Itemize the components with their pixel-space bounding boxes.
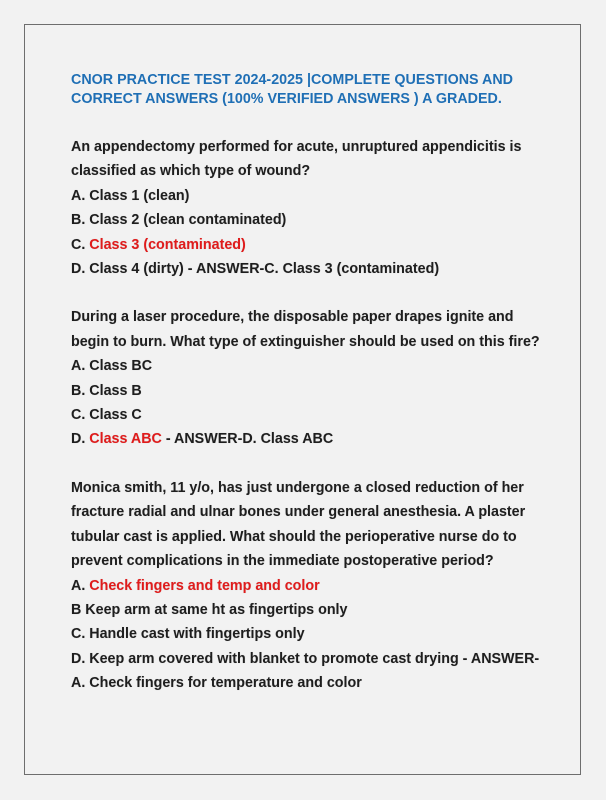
question-2-option-b: B. Class B [71, 382, 142, 399]
correct-answer-highlight: Check fingers and temp and color [89, 577, 320, 594]
question-3-stem-line-4: prevent complications in the immediate postoperative period? [71, 553, 494, 570]
question-2-option-c: C. Class C [71, 407, 142, 424]
question-3-stem-line-1: Monica smith, 11 y/o, has just undergone a closed reduction of her [71, 479, 524, 496]
document-content [71, 71, 541, 696]
question-3-option-a [71, 574, 541, 598]
question-3-option-b: B Keep arm at same ht as fingertips only [71, 601, 348, 618]
option-d-suffix: - ANSWER-D. Class ABC [161, 431, 334, 448]
question-1-option-a: A. Class 1 (clean) [71, 187, 190, 204]
document-title [71, 71, 541, 109]
option-d-prefix: D. [71, 431, 90, 448]
correct-answer-highlight: Class 3 (contaminated) [89, 236, 246, 253]
question-1-option-c [71, 233, 541, 257]
question-2-stem-line-1: During a laser procedure, the disposable paper drapes ignite and [71, 309, 514, 326]
option-a-prefix: A. [71, 577, 90, 594]
question-2 [71, 305, 541, 451]
question-1-stem-line-2: classified as which type of wound? [71, 163, 311, 180]
question-3 [71, 476, 541, 696]
option-c-prefix: C. [71, 236, 90, 253]
question-3-option-d: D. Keep arm covered with blanket to promote cast drying - ANSWER- [71, 650, 540, 667]
title-line-1: CNOR PRACTICE TEST 2024-2025 |COMPLETE QUESTIONS AND [71, 72, 513, 88]
question-2-option-a: A. Class BC [71, 358, 153, 375]
question-3-stem-line-2: fracture radial and ulnar bones under general anesthesia. A plaster [71, 504, 526, 521]
question-2-stem-line-2: begin to burn. What type of extinguisher should be used on this fire? [71, 333, 540, 350]
question-1-option-d: D. Class 4 (dirty) - ANSWER-C. Class 3 (contaminated) [71, 261, 440, 278]
correct-answer-highlight: Class ABC [89, 431, 162, 448]
question-3-stem-line-3: tubular cast is applied. What should the perioperative nurse do to [71, 528, 517, 545]
question-2-option-d [71, 427, 541, 451]
question-3-option-c: C. Handle cast with fingertips only [71, 626, 305, 643]
question-1 [71, 135, 541, 281]
question-3-answer-continued: A. Check fingers for temperature and color [71, 675, 362, 692]
document-page [24, 24, 581, 775]
question-1-option-b: B. Class 2 (clean contaminated) [71, 212, 287, 229]
title-line-2: CORRECT ANSWERS (100% VERIFIED ANSWERS ) A GRADED. [71, 91, 502, 107]
question-1-stem-line-1: An appendectomy performed for acute, unruptured appendicitis is [71, 139, 522, 155]
